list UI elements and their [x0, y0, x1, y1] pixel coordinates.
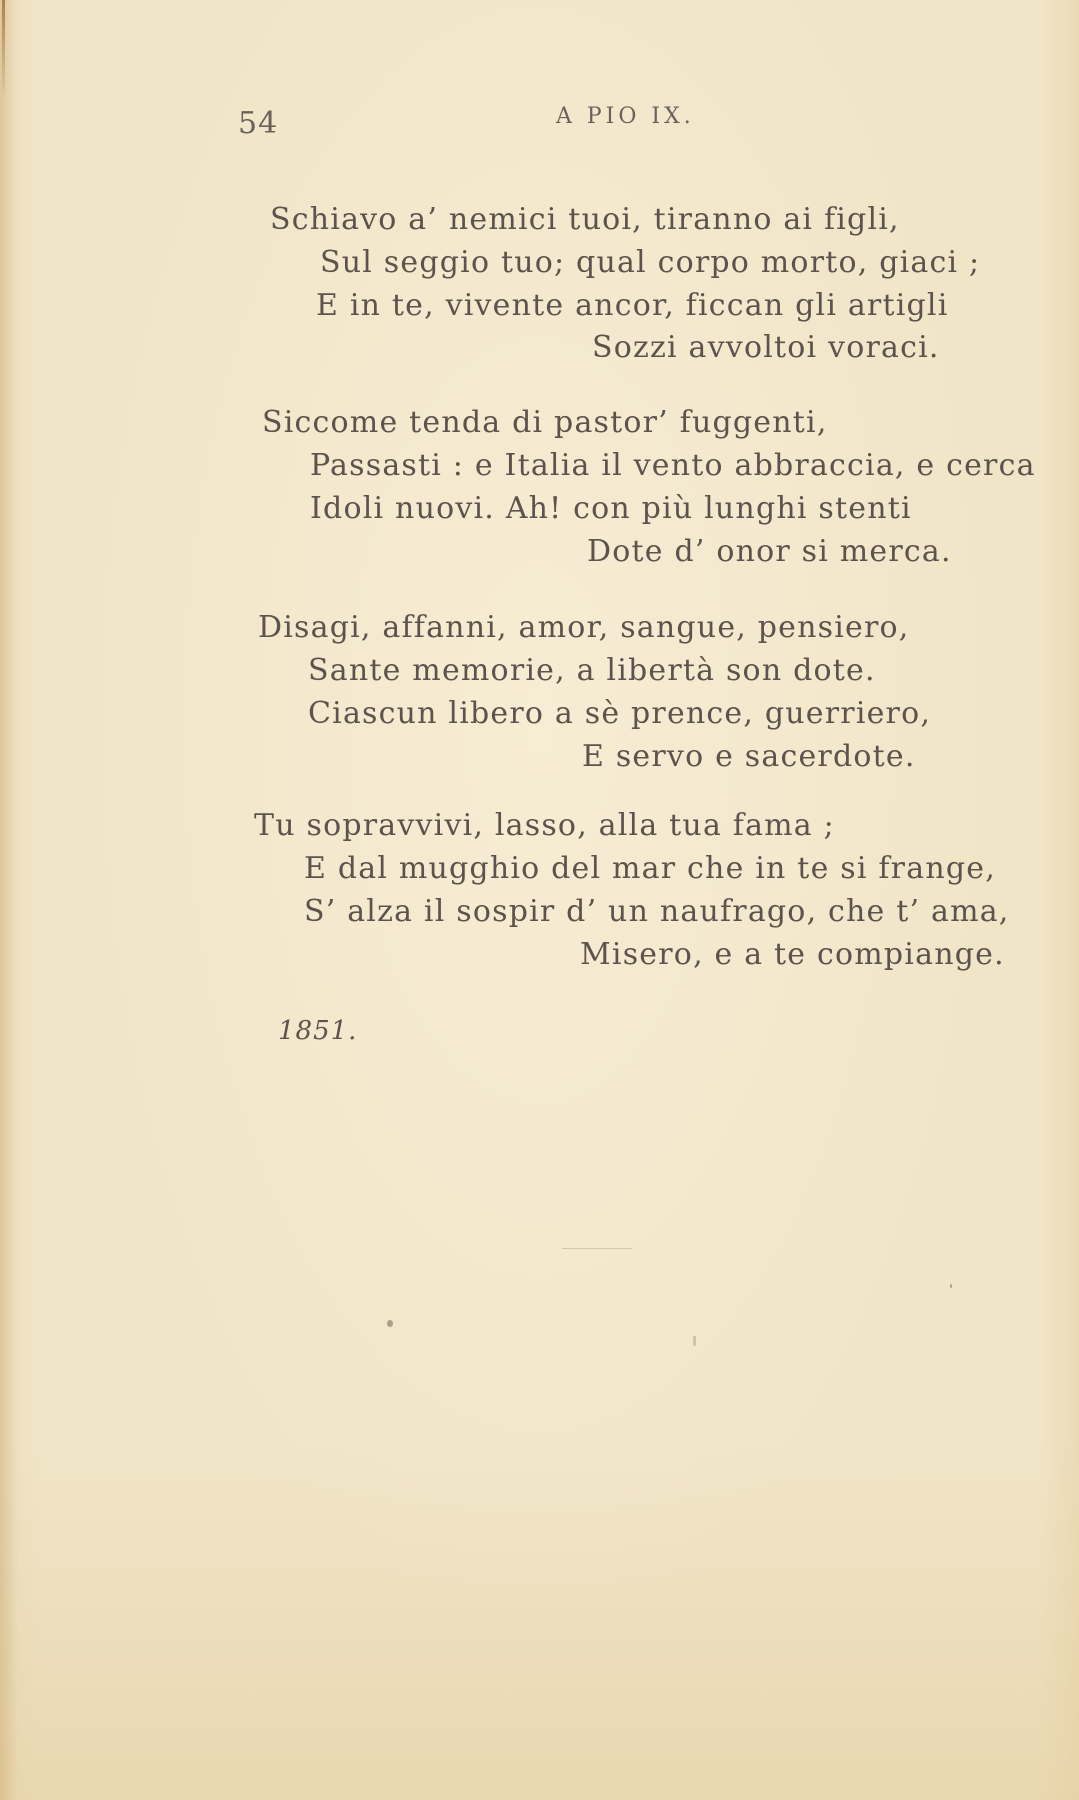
page-number: 54	[238, 106, 279, 141]
verse-line: S’ alza il sospir d’ un naufrago, che t’ ama,	[304, 894, 1010, 929]
verse-line: Dote d’ onor si merca.	[587, 534, 952, 569]
verse-line: E dal mugghio del mar che in te si frange,	[304, 851, 996, 886]
verse-line: E servo e sacerdote.	[582, 739, 916, 774]
verse-line: Sante memorie, a libertà son dote.	[308, 653, 876, 688]
running-head: A PIO IX.	[556, 104, 695, 129]
verse-line: Idoli nuovi. Ah! con più lunghi stenti	[310, 491, 912, 526]
ink-speck	[693, 1336, 696, 1346]
verse-line: Misero, e a te compiange.	[580, 937, 1005, 972]
paper-mark	[562, 1248, 632, 1249]
verse-line: Ciascun libero a sè prence, guerriero,	[308, 696, 932, 731]
verse-line: Siccome tenda di pastor’ fuggenti,	[262, 405, 828, 440]
verse-line: E in te, vivente ancor, ficcan gli artigli	[316, 288, 949, 323]
verse-line: Disagi, affanni, amor, sangue, pensiero,	[258, 610, 910, 645]
verse-line: Tu sopravvivi, lasso, alla tua fama ;	[254, 808, 835, 843]
verse-line: Schiavo a’ nemici tuoi, tiranno ai figli,	[270, 202, 900, 237]
verse-line: Sul seggio tuo; qual corpo morto, giaci ;	[320, 245, 981, 280]
verse-line: Sozzi avvoltoi voraci.	[592, 330, 940, 365]
ink-speck	[387, 1320, 393, 1327]
verse-line: Passasti : e Italia il vento abbraccia, e cerca	[310, 448, 1036, 483]
poem-date: 1851.	[278, 1016, 358, 1046]
ink-speck	[950, 1284, 952, 1288]
page-edge-mark	[2, 0, 5, 100]
